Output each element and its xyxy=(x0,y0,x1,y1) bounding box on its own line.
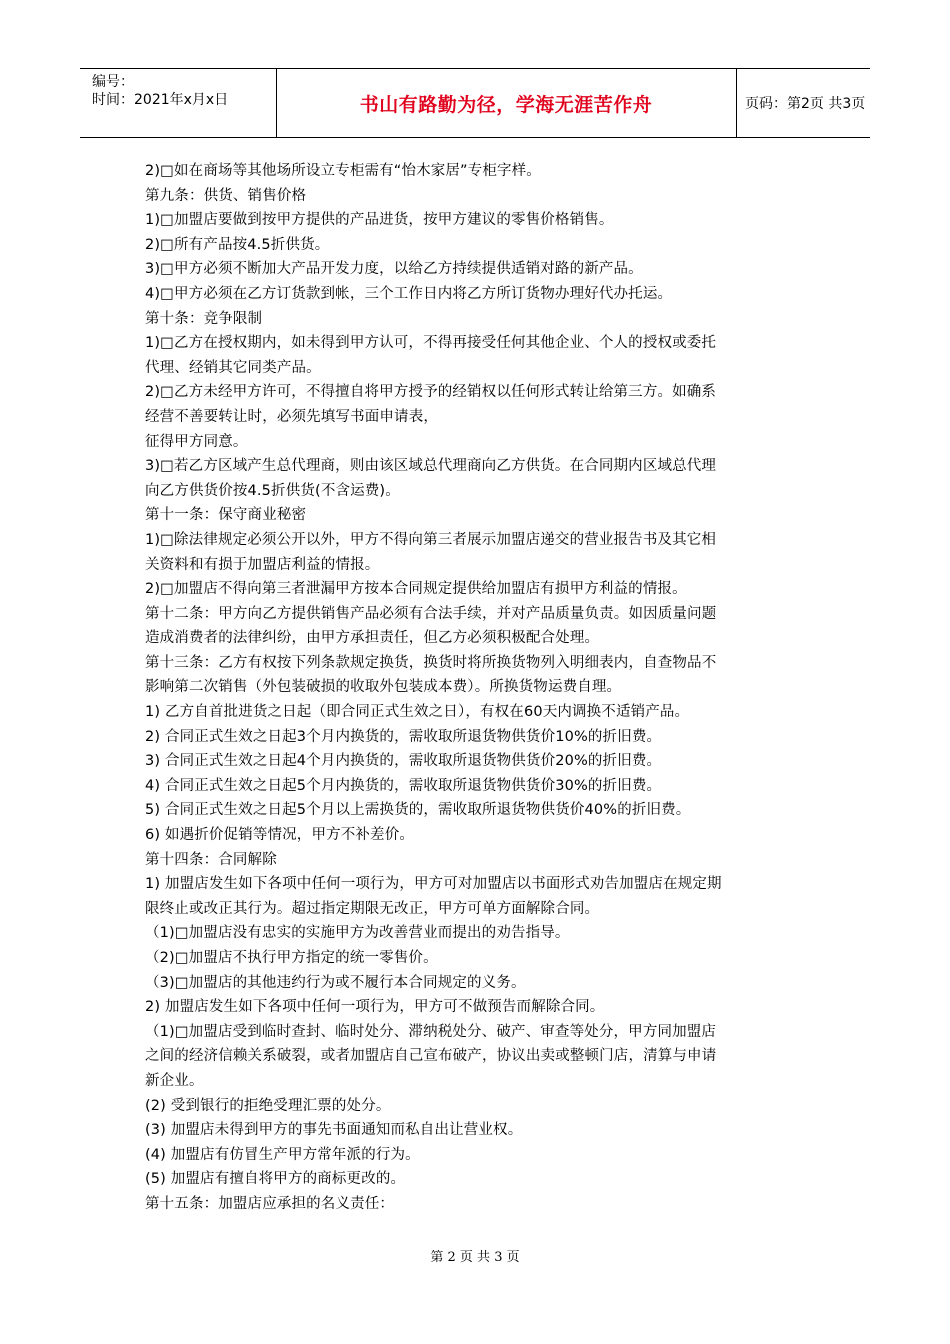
header-page-number: 页码：第2页 共3页 xyxy=(736,69,870,137)
text-line: 2)□如在商场等其他场所设立专柜需有“怡木家居”专柜字样。 xyxy=(145,163,541,179)
text-line: 4)□甲方必须在乙方订货款到帐，三个工作日内将乙方所订货物办理好代办托运。 xyxy=(145,285,673,302)
text-line: 向乙方供货价按4.5折供货(不含运费)。 xyxy=(145,482,400,499)
header-meta xyxy=(80,69,277,137)
text-line: 第十条：竞争限制 xyxy=(145,310,263,327)
text-line: （2)□加盟店不执行甲方指定的统一零售价。 xyxy=(145,950,438,966)
document-number: 编号： xyxy=(92,74,134,90)
text-line: 第十三条：乙方有权按下列条款规定换货，换货时将所换货物列入明细表内，自查物品不 xyxy=(145,654,717,671)
text-line: 影响第二次销售（外包装破损的收取外包装成本费）。所换货物运费自理。 xyxy=(145,679,622,696)
text-line: 1)□除法律规定必须公开以外，甲方不得向第三者展示加盟店递交的营业报告书及其它相 xyxy=(145,531,717,548)
page-header xyxy=(80,68,870,138)
text-line: 3)□甲方必须不断加大产品开发力度，以给乙方持续提供适销对路的新产品。 xyxy=(145,261,643,278)
text-line: （3)□加盟店的其他违约行为或不履行本合同规定的义务。 xyxy=(145,974,526,991)
text-line: 2)□乙方未经甲方许可，不得擅自将甲方授予的经销权以任何形式转让给第三方。如确系 xyxy=(145,384,717,401)
text-line: （1)□加盟店受到临时查封、临时处分、滞纳税处分、破产、审查等处分，甲方同加盟店 xyxy=(145,1023,717,1040)
text-line: 造成消费者的法律纠纷，由甲方承担责任，但乙方必须积极配合处理。 xyxy=(145,630,600,647)
text-line: 第十四条：合同解除 xyxy=(145,851,277,868)
text-line: 之间的经济信赖关系破裂，或者加盟店自己宣布破产，协议出卖或整顿门店，清算与申请 xyxy=(145,1048,717,1065)
page-footer: 第 2 页 共 3 页 xyxy=(430,1250,520,1265)
text-line: 第十二条：甲方向乙方提供销售产品必须有合法手续，并对产品质量负责。如因质量问题 xyxy=(145,605,717,622)
text-line: 第九条：供货、销售价格 xyxy=(145,187,307,204)
text-line: 第十一条：保守商业秘密 xyxy=(145,507,307,524)
contract-body xyxy=(145,159,815,1217)
text-line: 限终止或改正其行为。超过指定期限无改正，甲方可单方面解除合同。 xyxy=(145,900,600,917)
header-motto-cell xyxy=(276,69,736,137)
text-line: 3)□若乙方区域产生总代理商，则由该区域总代理商向乙方供货。在合同期内区域总代理 xyxy=(145,458,717,475)
text-line: 征得甲方同意。 xyxy=(145,433,248,450)
text-line: 关资料和有损于加盟店利益的情报。 xyxy=(145,556,380,573)
motto: 书山有路勤为径，学海无涯苦作舟 xyxy=(359,93,653,116)
text-line: 1) 加盟店发生如下各项中任何一项行为，甲方可对加盟店以书面形式劝告加盟店在规定期 xyxy=(145,876,722,893)
text-line: 第十五条：加盟店应承担的名义责任： xyxy=(145,1195,395,1212)
text-line: 2)□所有产品按4.5折供货。 xyxy=(145,236,330,253)
text-line: （1)□加盟店没有忠实的实施甲方为改善营业而提出的劝告指导。 xyxy=(145,925,570,942)
text-line: 6) 如遇折价促销等情况，甲方不补差价。 xyxy=(145,827,414,844)
text-line: (5) 加盟店有擅自将甲方的商标更改的。 xyxy=(145,1171,406,1188)
text-line: 代理、经销其它同类产品。 xyxy=(145,359,321,376)
text-line: 经营不善要转让时，必须先填写书面申请表， xyxy=(145,408,438,425)
text-line: 4) 合同正式生效之日起5个月内换货的，需收取所退货物供货价30%的折旧费。 xyxy=(145,777,662,794)
text-line: 新企业。 xyxy=(145,1072,204,1089)
text-line: 3) 合同正式生效之日起4个月内换货的，需收取所退货物供货价20%的折旧费。 xyxy=(145,753,662,770)
text-line: (3) 加盟店未得到甲方的事先书面通知而私自出让营业权。 xyxy=(145,1122,523,1139)
text-line: 2) 合同正式生效之日起3个月内换货的，需收取所退货物供货价10%的折旧费。 xyxy=(145,728,662,745)
document-date: 时间：2021年x月x日 xyxy=(92,92,229,108)
text-line: 2)□加盟店不得向第三者泄漏甲方按本合同规定提供给加盟店有损甲方利益的情报。 xyxy=(145,581,687,598)
text-line: 1)□乙方在授权期内，如未得到甲方认可，不得再接受任何其他企业、个人的授权或委托 xyxy=(145,335,717,352)
text-line: (2) 受到银行的拒绝受理汇票的处分。 xyxy=(145,1097,391,1114)
text-line: 1)□加盟店要做到按甲方提供的产品进货，按甲方建议的零售价格销售。 xyxy=(145,212,614,229)
text-line: (4) 加盟店有仿冒生产甲方常年派的行为。 xyxy=(145,1146,420,1163)
text-line: 5) 合同正式生效之日起5个月以上需换货的，需收取所退货物供货价40%的折旧费。 xyxy=(145,802,691,819)
text-line: 1) 乙方自首批进货之日起（即合同正式生效之日），有权在60天内调换不适销产品。 xyxy=(145,704,690,721)
text-line: 2) 加盟店发生如下各项中任何一项行为，甲方可不做预告而解除合同。 xyxy=(145,999,605,1016)
